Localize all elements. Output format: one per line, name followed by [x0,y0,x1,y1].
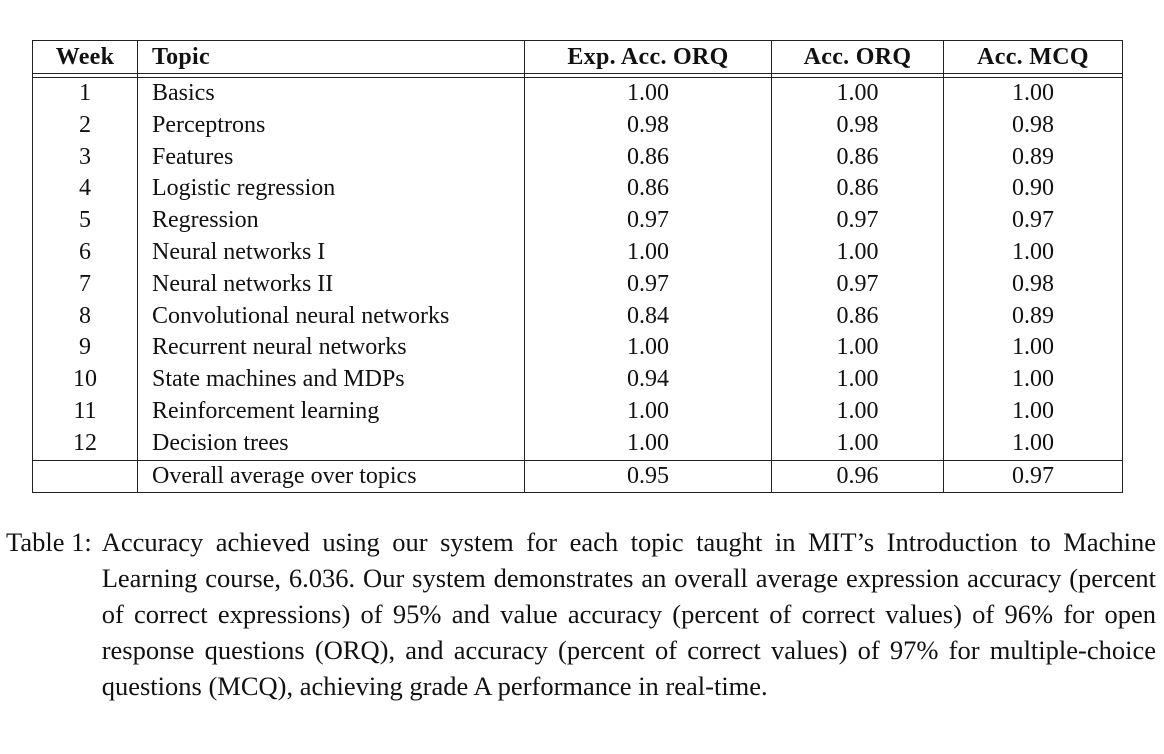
cell-acc-orq: 0.97 [772,205,944,237]
cell-acc-mcq: 1.00 [944,332,1123,364]
cell-exp-acc-orq: 1.00 [525,396,772,428]
cell-topic: Reinforcement learning [138,396,525,428]
cell-week: 7 [33,269,138,301]
cell-acc-orq: 0.97 [772,269,944,301]
cell-week: 8 [33,301,138,333]
cell-acc-orq: 1.00 [772,428,944,460]
cell-topic: Neural networks II [138,269,525,301]
table-row [33,237,1123,269]
cell-exp-acc-orq: 0.94 [525,364,772,396]
table-row [33,78,1123,110]
cell-topic: Features [138,142,525,174]
cell-acc-orq: 0.86 [772,301,944,333]
table-row [33,332,1123,364]
cell-week: 3 [33,142,138,174]
cell-exp-acc-orq: 1.00 [525,78,772,110]
footer-acc-orq: 0.96 [772,460,944,493]
table-footer-row [33,460,1123,493]
cell-topic: Neural networks I [138,237,525,269]
cell-week: 5 [33,205,138,237]
cell-acc-orq: 0.86 [772,142,944,174]
cell-week: 12 [33,428,138,460]
footer-topic: Overall average over topics [138,460,525,493]
cell-acc-orq: 0.98 [772,110,944,142]
cell-exp-acc-orq: 0.97 [525,205,772,237]
footer-week [33,460,138,493]
cell-topic: Basics [138,78,525,110]
footer-exp-acc-orq: 0.95 [525,460,772,493]
cell-topic: State machines and MDPs [138,364,525,396]
cell-exp-acc-orq: 1.00 [525,428,772,460]
caption-label: Table 1: [6,527,92,557]
results-table [32,40,1123,493]
cell-acc-mcq: 0.90 [944,173,1123,205]
table-row [33,110,1123,142]
cell-acc-mcq: 0.89 [944,142,1123,174]
cell-acc-orq: 1.00 [772,364,944,396]
cell-week: 2 [33,110,138,142]
cell-topic: Perceptrons [138,110,525,142]
table-row [33,301,1123,333]
cell-acc-mcq: 1.00 [944,396,1123,428]
cell-week: 1 [33,78,138,110]
cell-topic: Recurrent neural networks [138,332,525,364]
cell-acc-mcq: 1.00 [944,237,1123,269]
cell-exp-acc-orq: 0.84 [525,301,772,333]
cell-acc-orq: 1.00 [772,78,944,110]
header-acc-orq: Acc. ORQ [772,41,944,74]
cell-exp-acc-orq: 0.98 [525,110,772,142]
cell-acc-mcq: 0.98 [944,269,1123,301]
table-caption [6,524,1156,704]
cell-acc-mcq: 0.97 [944,205,1123,237]
cell-acc-orq: 1.00 [772,396,944,428]
cell-acc-orq: 1.00 [772,237,944,269]
cell-acc-orq: 1.00 [772,332,944,364]
table-header-row [33,41,1123,74]
table-row [33,364,1123,396]
table-row [33,428,1123,460]
table-row [33,269,1123,301]
cell-acc-orq: 0.86 [772,173,944,205]
cell-acc-mcq: 1.00 [944,428,1123,460]
table-row [33,142,1123,174]
cell-acc-mcq: 1.00 [944,78,1123,110]
table-row [33,205,1123,237]
cell-topic: Logistic regression [138,173,525,205]
cell-week: 11 [33,396,138,428]
header-acc-mcq: Acc. MCQ [944,41,1123,74]
table-row [33,173,1123,205]
table-body [33,78,1123,461]
header-week: Week [33,41,138,74]
header-exp-acc-orq: Exp. Acc. ORQ [525,41,772,74]
cell-acc-mcq: 1.00 [944,364,1123,396]
caption-text: Accuracy achieved using our system for each topic taught in MIT’s Introduction to Machine Learning course, 6.036. Our system demonstrates an overall average expression accuracy (percent of correct expressions) of 95% and value accuracy (percent of correct values) of 96% for open response questions (ORQ), and accuracy (percent of correct values) of 97% for multiple-choice questions (MCQ), achieving grade A performance in real-time. [101,527,1156,701]
header-topic: Topic [138,41,525,74]
cell-exp-acc-orq: 1.00 [525,332,772,364]
cell-week: 10 [33,364,138,396]
cell-acc-mcq: 0.89 [944,301,1123,333]
cell-exp-acc-orq: 1.00 [525,237,772,269]
footer-acc-mcq: 0.97 [944,460,1123,493]
table-row [33,396,1123,428]
cell-exp-acc-orq: 0.97 [525,269,772,301]
cell-topic: Convolutional neural networks [138,301,525,333]
cell-week: 4 [33,173,138,205]
cell-topic: Decision trees [138,428,525,460]
cell-week: 9 [33,332,138,364]
cell-topic: Regression [138,205,525,237]
cell-exp-acc-orq: 0.86 [525,142,772,174]
cell-week: 6 [33,237,138,269]
cell-exp-acc-orq: 0.86 [525,173,772,205]
cell-acc-mcq: 0.98 [944,110,1123,142]
